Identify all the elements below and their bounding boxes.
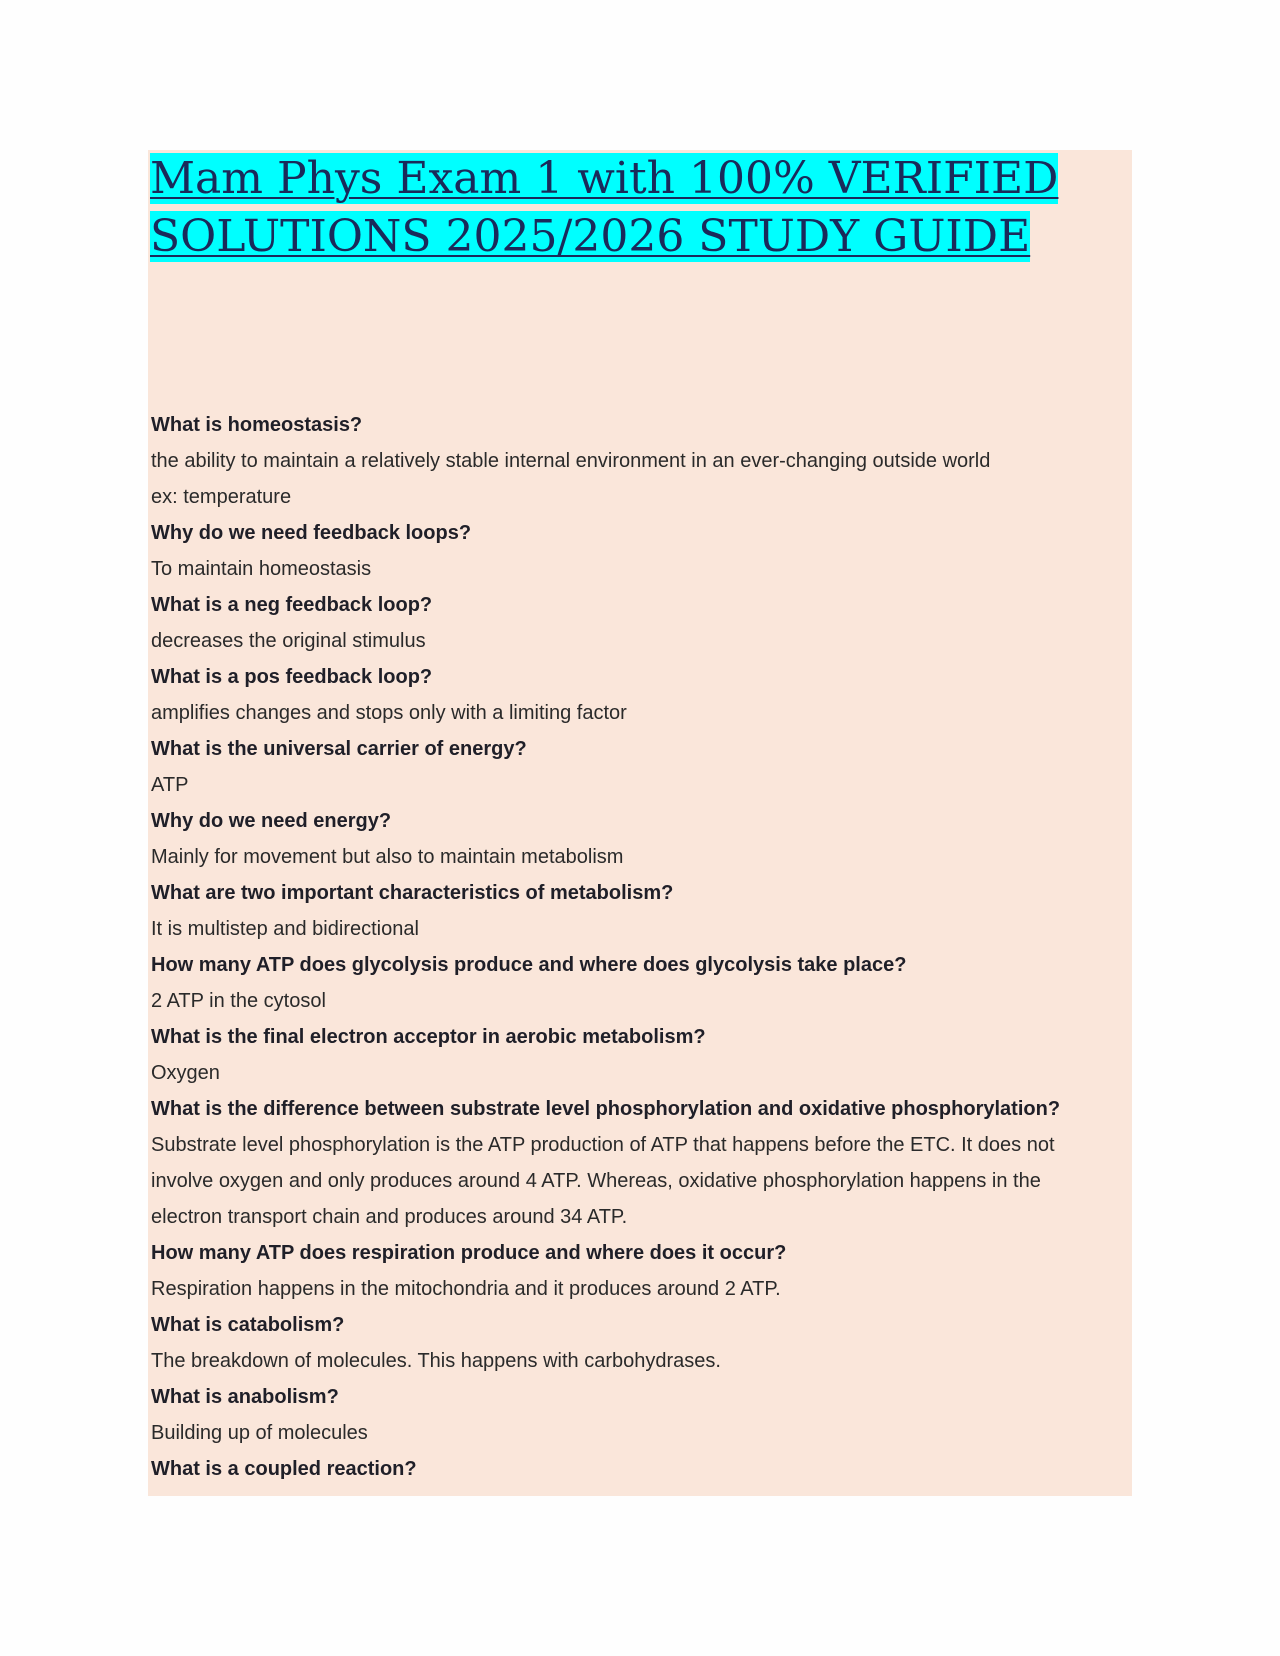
question-text: How many ATP does respiration produce and where does it occur?	[151, 1242, 787, 1264]
question-text: How many ATP does glycolysis produce and where does glycolysis take place?	[151, 954, 907, 976]
answer-text: Building up of molecules	[151, 1422, 368, 1444]
question-text: What is a coupled reaction?	[151, 1458, 417, 1480]
answer-text: ex: temperature	[151, 486, 292, 508]
question-text: What is catabolism?	[151, 1314, 345, 1336]
answer-text: Oxygen	[151, 1062, 220, 1084]
answer-text: electron transport chain and produces around 34 ATP.	[151, 1206, 628, 1228]
answer-text: Substrate level phosphorylation is the ATP production of ATP that happens before the ETC. It does not	[151, 1134, 1055, 1156]
answer-text: Mainly for movement but also to maintain metabolism	[151, 846, 624, 868]
question-text: Why do we need feedback loops?	[151, 522, 472, 544]
answer-text: involve oxygen and only produces around 4 ATP. Whereas, oxidative phosphorylation happens in the	[151, 1170, 1041, 1192]
question-text: What is a neg feedback loop?	[151, 594, 433, 616]
title-line-1: Mam Phys Exam 1 with 100% VERIFIED	[150, 153, 1059, 204]
document-title	[150, 150, 1058, 266]
answer-text: the ability to maintain a relatively stable internal environment in an ever-changing outside world	[151, 450, 991, 472]
question-text: Why do we need energy?	[151, 810, 392, 832]
question-text: What is the difference between substrate level phosphorylation and oxidative phosphorylation?	[151, 1098, 1061, 1120]
question-text: What is anabolism?	[151, 1386, 339, 1408]
qa-list	[151, 407, 1111, 1487]
title-line-2: SOLUTIONS 2025/2026 STUDY GUIDE	[150, 211, 1031, 262]
question-text: What is the universal carrier of energy?	[151, 738, 527, 760]
answer-text: To maintain homeostasis	[151, 558, 372, 580]
question-text: What is homeostasis?	[151, 414, 363, 436]
answer-text: 2 ATP in the cytosol	[151, 990, 326, 1012]
answer-text: Respiration happens in the mitochondria and it produces around 2 ATP.	[151, 1278, 781, 1300]
answer-text: amplifies changes and stops only with a limiting factor	[151, 702, 627, 724]
answer-text: ATP	[151, 774, 189, 796]
question-text: What are two important characteristics of metabolism?	[151, 882, 674, 904]
question-text: What is a pos feedback loop?	[151, 666, 433, 688]
answer-text: decreases the original stimulus	[151, 630, 426, 652]
question-text: What is the final electron acceptor in aerobic metabolism?	[151, 1026, 706, 1048]
answer-text: The breakdown of molecules. This happens with carbohydrases.	[151, 1350, 721, 1372]
answer-text: It is multistep and bidirectional	[151, 918, 419, 940]
